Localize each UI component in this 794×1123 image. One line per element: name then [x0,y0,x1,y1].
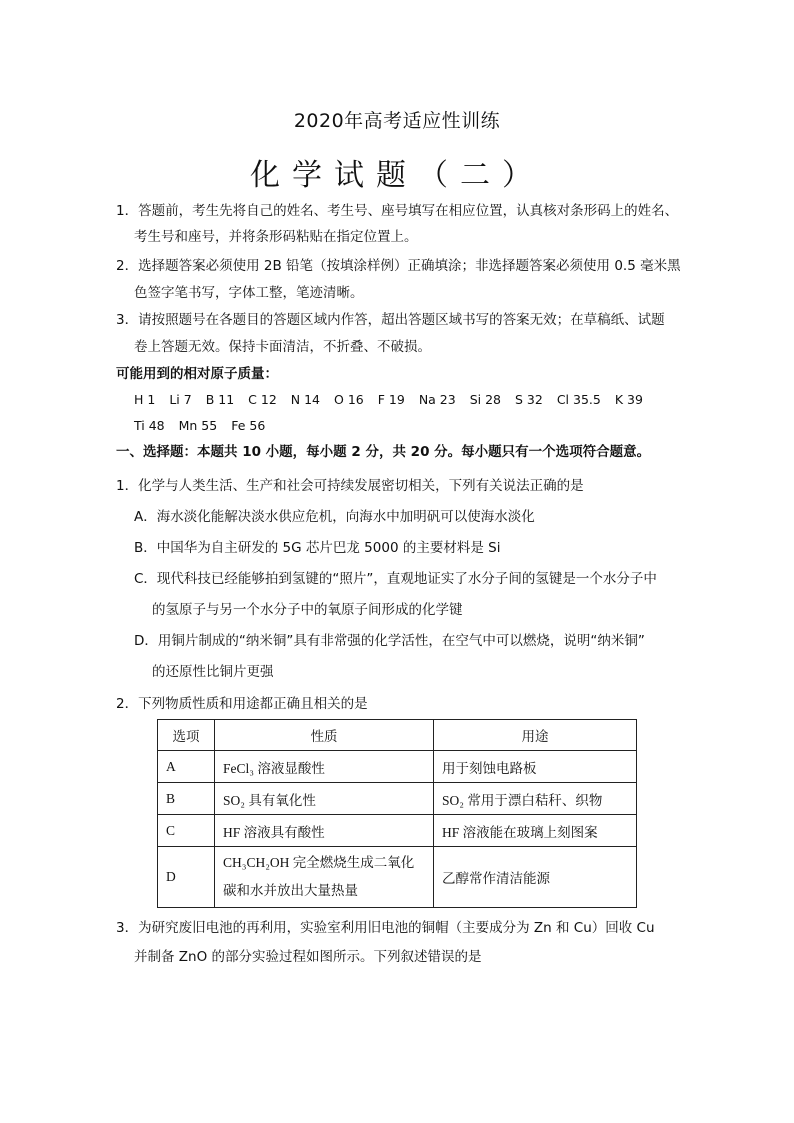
atomic-mass-row-1: H 1 Li 7 B 11 C 12 N 14 O 16 F 19 Na 23 Si 28 S 32 Cl 35.5 K 39 [134,392,643,407]
instruction-3-line-2: 卷上答题无效。保持卡面清洁，不折叠、不破损。 [134,339,431,355]
instruction-2-line-2: 色签字笔书写，字体工整，笔迹清晰。 [134,285,364,301]
question-3-line-1: 3．为研究废旧电池的再利用，实验室利用旧电池的铜帽（主要成分为 Zn 和 Cu）回收 Cu [116,920,655,936]
question-1-option-b: B．中国华为自主研发的 5G 芯片巴龙 5000 的主要材料是 Si [134,540,501,556]
section-heading: 一、选择题：本题共 10 小题，每小题 2 分，共 20 分。每小题只有一个选项符合题意。 [116,444,651,460]
question-1-option-a: A．海水淡化能解决淡水供应危机，向海水中加明矾可以使海水淡化 [134,509,535,525]
table-cell-property: SO₂ 具有氧化性 [215,783,434,815]
page-title: 化学试题（二） [250,158,544,193]
question-1-option-c-line-1: C．现代科技已经能够拍到氢键的“照片”，直观地证实了水分子间的氢键是一个水分子中 [134,571,657,587]
instruction-1-line-1: 1．答题前，考生先将自己的姓名、考生号、座号填写在相应位置，认真核对条形码上的姓名、 [116,203,679,219]
table-header-property: 性质 [215,720,434,751]
table-cell-use: HF 溶液能在玻璃上刻图案 [434,815,637,847]
table-cell-property: FeCl₃ 溶液显酸性 [215,751,434,783]
table-cell-option: D [158,847,215,908]
instruction-3-line-1: 3．请按照题号在各题目的答题区域内作答，超出答题区域书写的答案无效；在草稿纸、试题 [116,312,665,328]
properties-table [157,719,637,908]
table-cell-use: SO₂ 常用于漂白秸秆、织物 [434,783,637,815]
table-header-use: 用途 [434,720,637,751]
table-cell-option: B [158,783,215,815]
table-cell-option: C [158,815,215,847]
table-row [158,783,637,815]
question-2-stem: 2．下列物质性质和用途都正确且相关的是 [116,696,368,712]
instruction-2-line-1: 2．选择题答案必须使用 2B 铅笔（按填涂样例）正确填涂；非选择题答案必须使用 0.5 毫米黑 [116,258,681,274]
question-1-option-c-line-2: 的氢原子与另一个水分子中的氧原子间形成的化学键 [152,602,463,618]
table-header-row [158,720,637,751]
atomic-mass-row-2: Ti 48 Mn 55 Fe 56 [134,418,266,433]
question-3-line-2: 并制备 ZnO 的部分实验过程如图所示。下列叙述错误的是 [134,949,482,965]
table-cell-property: CH₃CH₂OH 完全燃烧生成二氧化 碳和水并放出大量热量 [215,847,434,908]
table-header-option: 选项 [158,720,215,751]
table-cell-option: A [158,751,215,783]
atomic-mass-heading: 可能用到的相对原子质量： [116,366,278,382]
table-row [158,847,637,908]
table-cell-property: HF 溶液具有酸性 [215,815,434,847]
table-cell-use: 用于刻蚀电路板 [434,751,637,783]
exam-subtitle: 2020年高考适应性训练 [293,110,501,132]
question-1-option-d-line-2: 的还原性比铜片更强 [152,664,274,680]
table-row [158,815,637,847]
table-cell-use: 乙醇常作清洁能源 [434,847,637,908]
question-1-option-d-line-1: D．用铜片制成的“纳米铜”具有非常强的化学活性，在空气中可以燃烧，说明“纳米铜” [134,633,645,649]
instruction-1-line-2: 考生号和座号，并将条形码粘贴在指定位置上。 [134,229,418,245]
question-1-stem: 1．化学与人类生活、生产和社会可持续发展密切相关，下列有关说法正确的是 [116,478,584,494]
table-row [158,751,637,783]
